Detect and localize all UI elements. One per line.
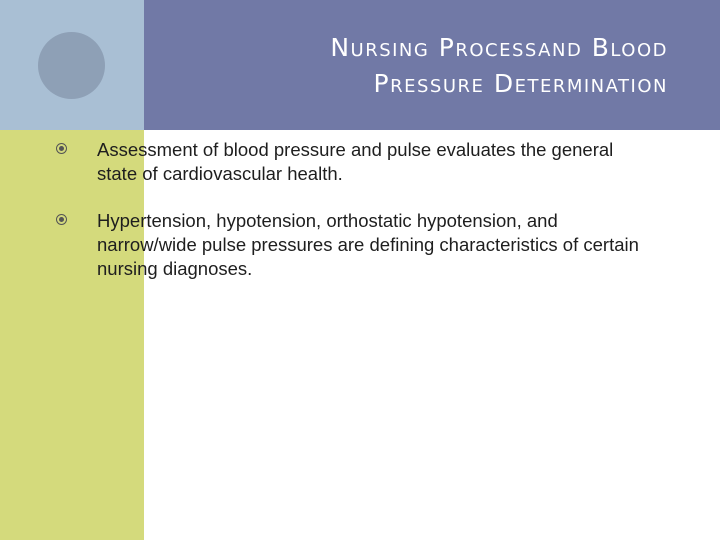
target-bullet-icon xyxy=(56,143,67,154)
bullet-text: Hypertension, hypotension, orthostatic hypotension, and narrow/wide pulse pressures are defining characteristics of certain nursing diagnoses. xyxy=(97,210,639,279)
bullet-list xyxy=(56,138,656,304)
bullet-item xyxy=(56,138,656,186)
slide-title-line-1: Nursing Processand Blood xyxy=(330,33,668,62)
slide-title-line-2: Pressure Determination xyxy=(373,69,668,98)
decorative-circle xyxy=(38,32,105,99)
target-bullet-icon xyxy=(56,214,67,225)
bullet-item xyxy=(56,209,656,281)
corner-block xyxy=(0,0,144,130)
title-band xyxy=(144,0,720,130)
slide-title xyxy=(330,30,668,102)
bullet-text: Assessment of blood pressure and pulse evaluates the general state of cardiovascular health. xyxy=(97,139,614,184)
